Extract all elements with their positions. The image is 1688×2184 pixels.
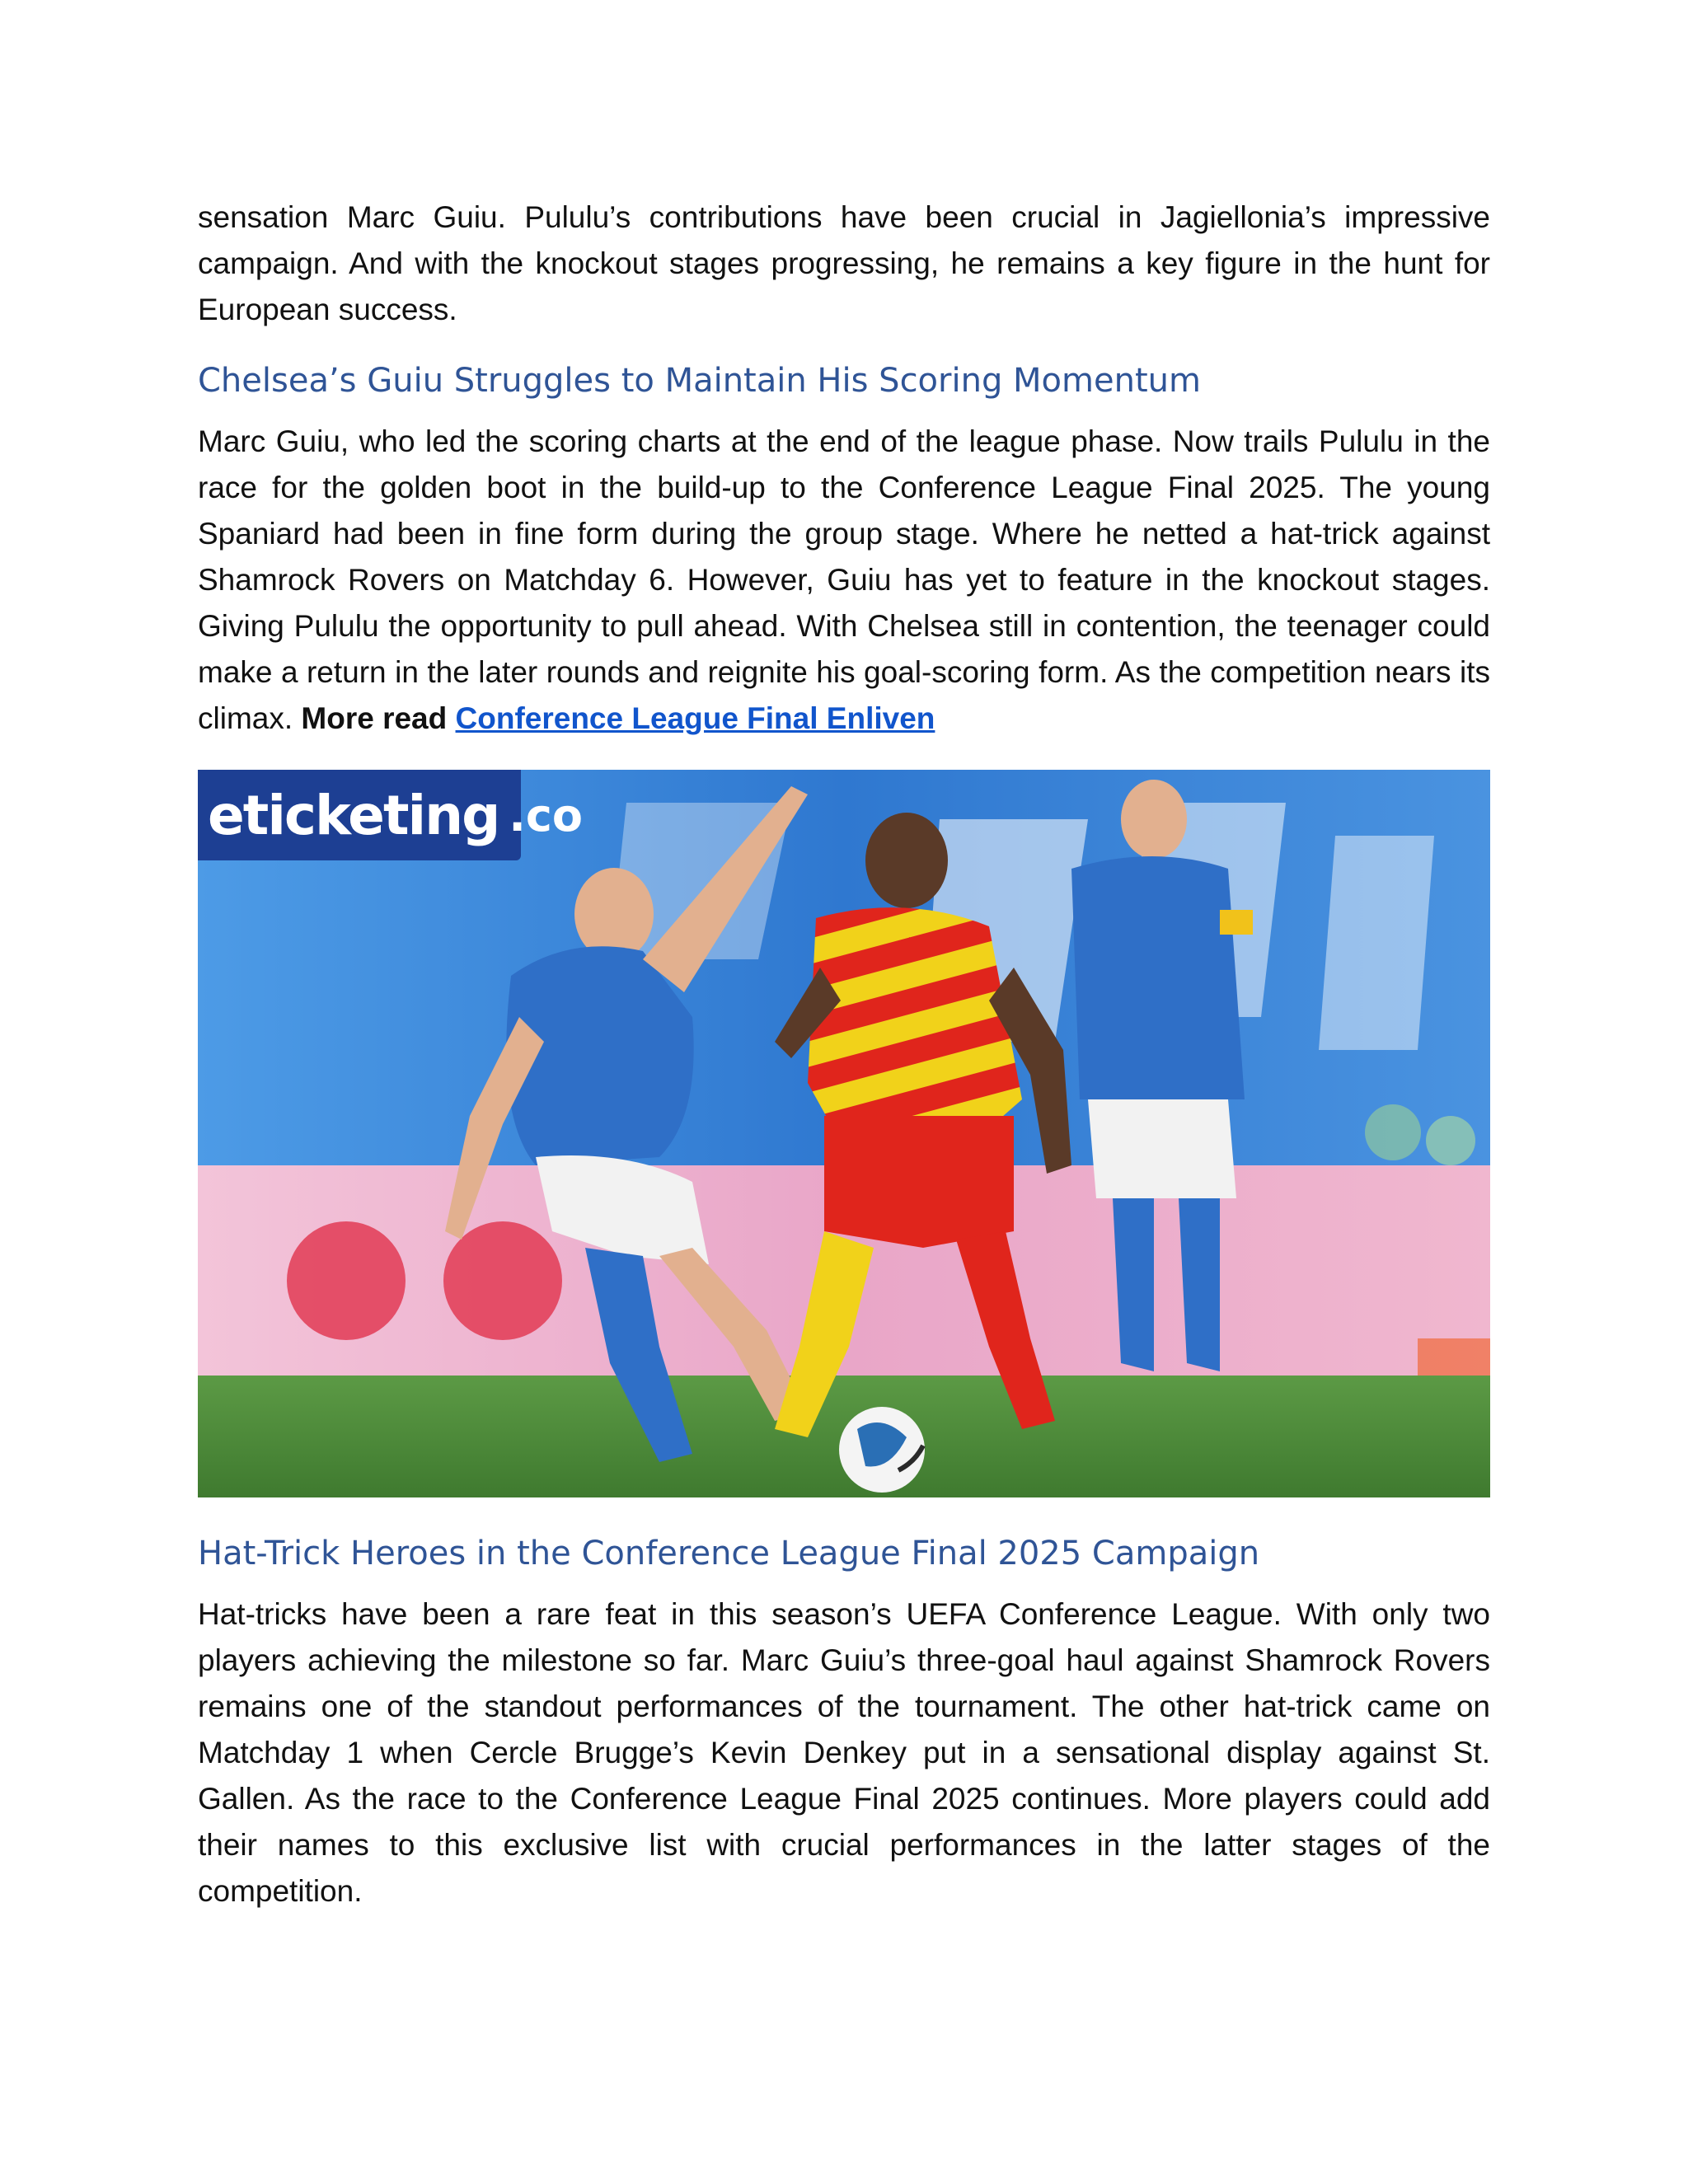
logo-text: eticketing	[208, 783, 499, 847]
guiu-paragraph-text: Marc Guiu, who led the scoring charts at the end of the league phase. Now trails Pululu in the race for the golden boot in the build-up to the Conference League Final 2025. The young Spaniard had been in fine form during the group stage. Where he netted a hat-trick against Shamrock Rovers on Matchday 6. However, Guiu has yet to feature in the knockout stages. Giving Pululu the opportunity to pull ahead. With Chelsea still in contention, the teenager could make a return in the later rounds and reignite his goal-scoring form. As the competition nears its climax.	[198, 424, 1490, 735]
hat-trick-paragraph: Hat-tricks have been a rare feat in this season’s UEFA Conference League. With only two players achieving the milestone so far. Marc Guiu’s three-goal haul against Shamrock Rovers remains one of the standout performances of the tournament. The other hat-trick came on Matchday 1 when Cercle Brugge’s Kevin Denkey put in a sensational display against St. Gallen. As the race to the Conference League Final 2025 continues. More players could add their names to this exclusive list with crucial performances in the latter stages of the competition.	[198, 1597, 1490, 1908]
document-page	[198, 194, 1490, 1915]
section-heading-hat-trick: Hat-Trick Heroes in the Conference League Final 2025 Campaign	[198, 1535, 1260, 1572]
eticketing-logo	[198, 770, 583, 860]
football-match-photo	[198, 770, 1490, 1497]
more-read-label: More read	[301, 701, 448, 735]
conference-league-link[interactable]: Conference League Final Enliven	[455, 701, 935, 735]
guiu-paragraph	[198, 419, 1490, 742]
section-heading-guiu: Chelsea’s Guiu Struggles to Maintain His Scoring Momentum	[198, 362, 1201, 400]
intro-paragraph: sensation Marc Guiu. Pululu’s contributions have been crucial in Jagiellonia’s impressive campaign. And with the knockout stages progressing, he remains a key figure in the hunt for European success.	[198, 200, 1490, 326]
logo-suffix: .co	[509, 789, 583, 841]
photo-illustration	[198, 770, 1490, 1497]
